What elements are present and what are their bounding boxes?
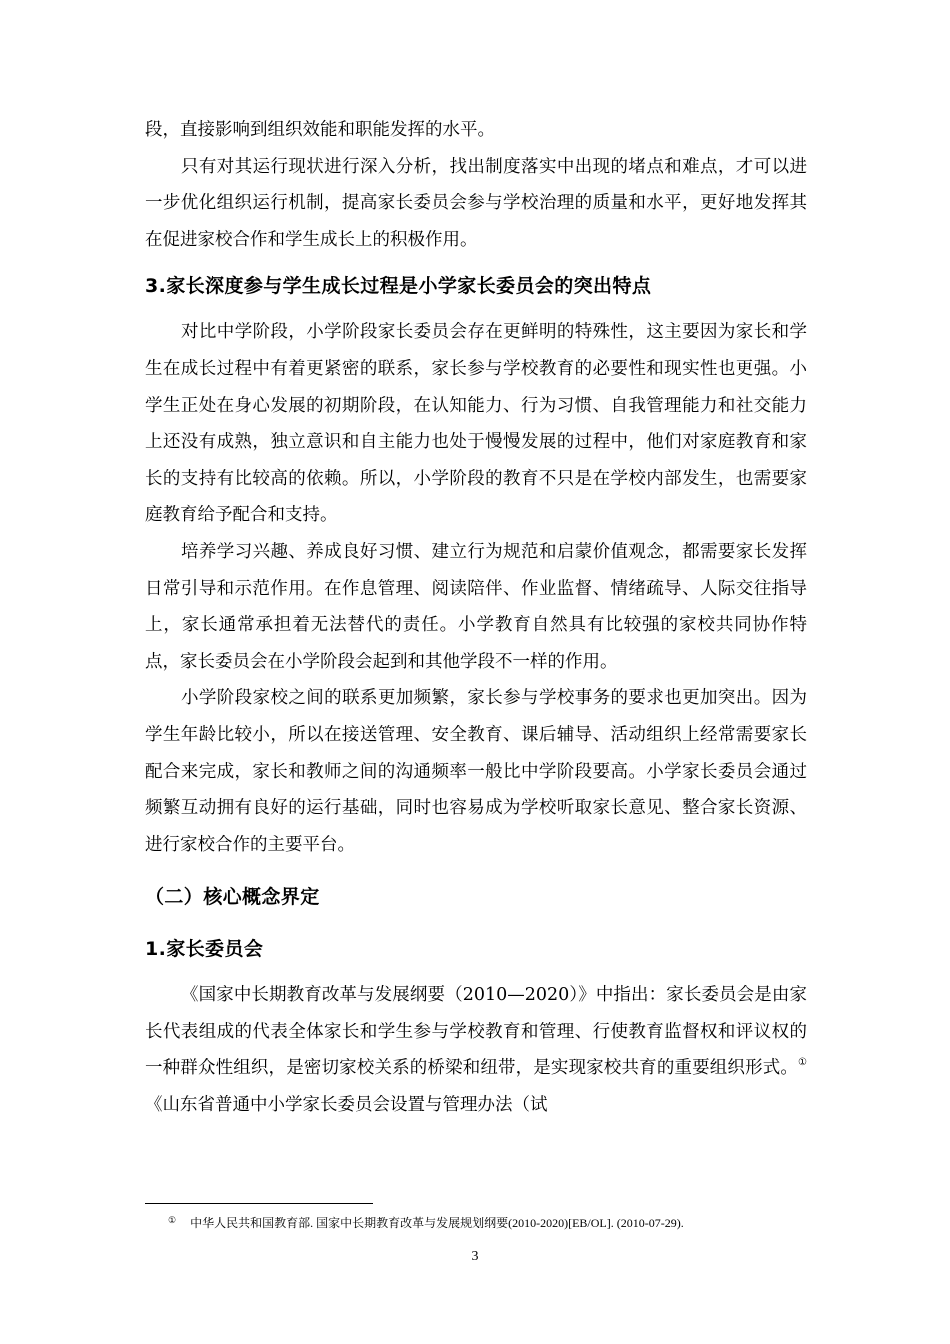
footnote-text: 中华人民共和国教育部. 国家中长期教育改革与发展规划纲要(2010-2020)[EB/OL]. (2010-07-29).: [190, 1216, 684, 1230]
section-heading: 1.家长委员会: [145, 938, 264, 961]
section-heading: 3.家长深度参与学生成长过程是小学家长委员会的突出特点: [145, 275, 652, 298]
paragraph-continuation: 段，直接影响到组织效能和职能发挥的水平。: [145, 120, 495, 140]
paragraph: [145, 977, 807, 1123]
paragraph: 对比中学阶段，小学阶段家长委员会存在更鲜明的特殊性，这主要因为家长和学生在成长过程中有着更紧密的联系，家长参与学校教育的必要性和现实性也更强。小学生正处在身心发展的初期阶段，在认知能力、行为习惯、自我管理能力和社交能力上还没有成熟，独立意识和自主能力也处于慢慢发展的过程中，他们对家庭教育和家长的支持有比较高的依赖。所以，小学阶段的教育不只是在学校内部发生，也需要家庭教育给予配合和支持。: [145, 322, 807, 526]
footnote: [168, 1212, 684, 1231]
body-text: [145, 112, 807, 1124]
paragraph-text: 《山东省普通中小学家长委员会设置与管理办法（试: [145, 1095, 548, 1116]
paragraph: 只有对其运行现状进行深入分析，找出制度落实中出现的堵点和难点，才可以进一步优化组织运行机制，提高家长委员会参与学校治理的质量和水平，更好地发挥其在促进家校合作和学生成长上的积极作用。: [145, 156, 807, 250]
footnote-mark: ①: [168, 1215, 177, 1225]
page-number: 3: [471, 1249, 479, 1264]
paragraph: 小学阶段家校之间的联系更加频繁，家长参与学校事务的要求也更加突出。因为学生年龄比较小，所以在接送管理、安全教育、课后辅导、活动组织上经常需要家长配合来完成，家长和教师之间的沟通频率一般比中学阶段要高。小学家长委员会通过频繁互动拥有良好的运行基础，同时也容易成为学校听取家长意见、整合家长资源、进行家校合作的主要平台。: [145, 688, 807, 855]
footnote-reference[interactable]: ①: [798, 1057, 807, 1069]
paragraph-text: 《国家中长期教育改革与发展纲要（2010—2020）》中指出：家长委员会是由家长代表组成的代表全体家长和学生参与学校教育和管理、行使教育监督权和评议权的一种群众性组织，是密切家校关系的桥梁和纽带，是实现家校共育的重要组织形式。: [145, 985, 807, 1079]
chapter-subheading: （二）核心概念界定: [145, 886, 320, 909]
paragraph: 培养学习兴趣、养成良好习惯、建立行为规范和启蒙价值观念，都需要家长发挥日常引导和示范作用。在作息管理、阅读陪伴、作业监督、情绪疏导、人际交往指导上，家长通常承担着无法替代的责任。小学教育自然具有比较强的家校共同协作特点，家长委员会在小学阶段会起到和其他学段不一样的作用。: [145, 541, 807, 672]
footnote-separator: [145, 1203, 373, 1204]
